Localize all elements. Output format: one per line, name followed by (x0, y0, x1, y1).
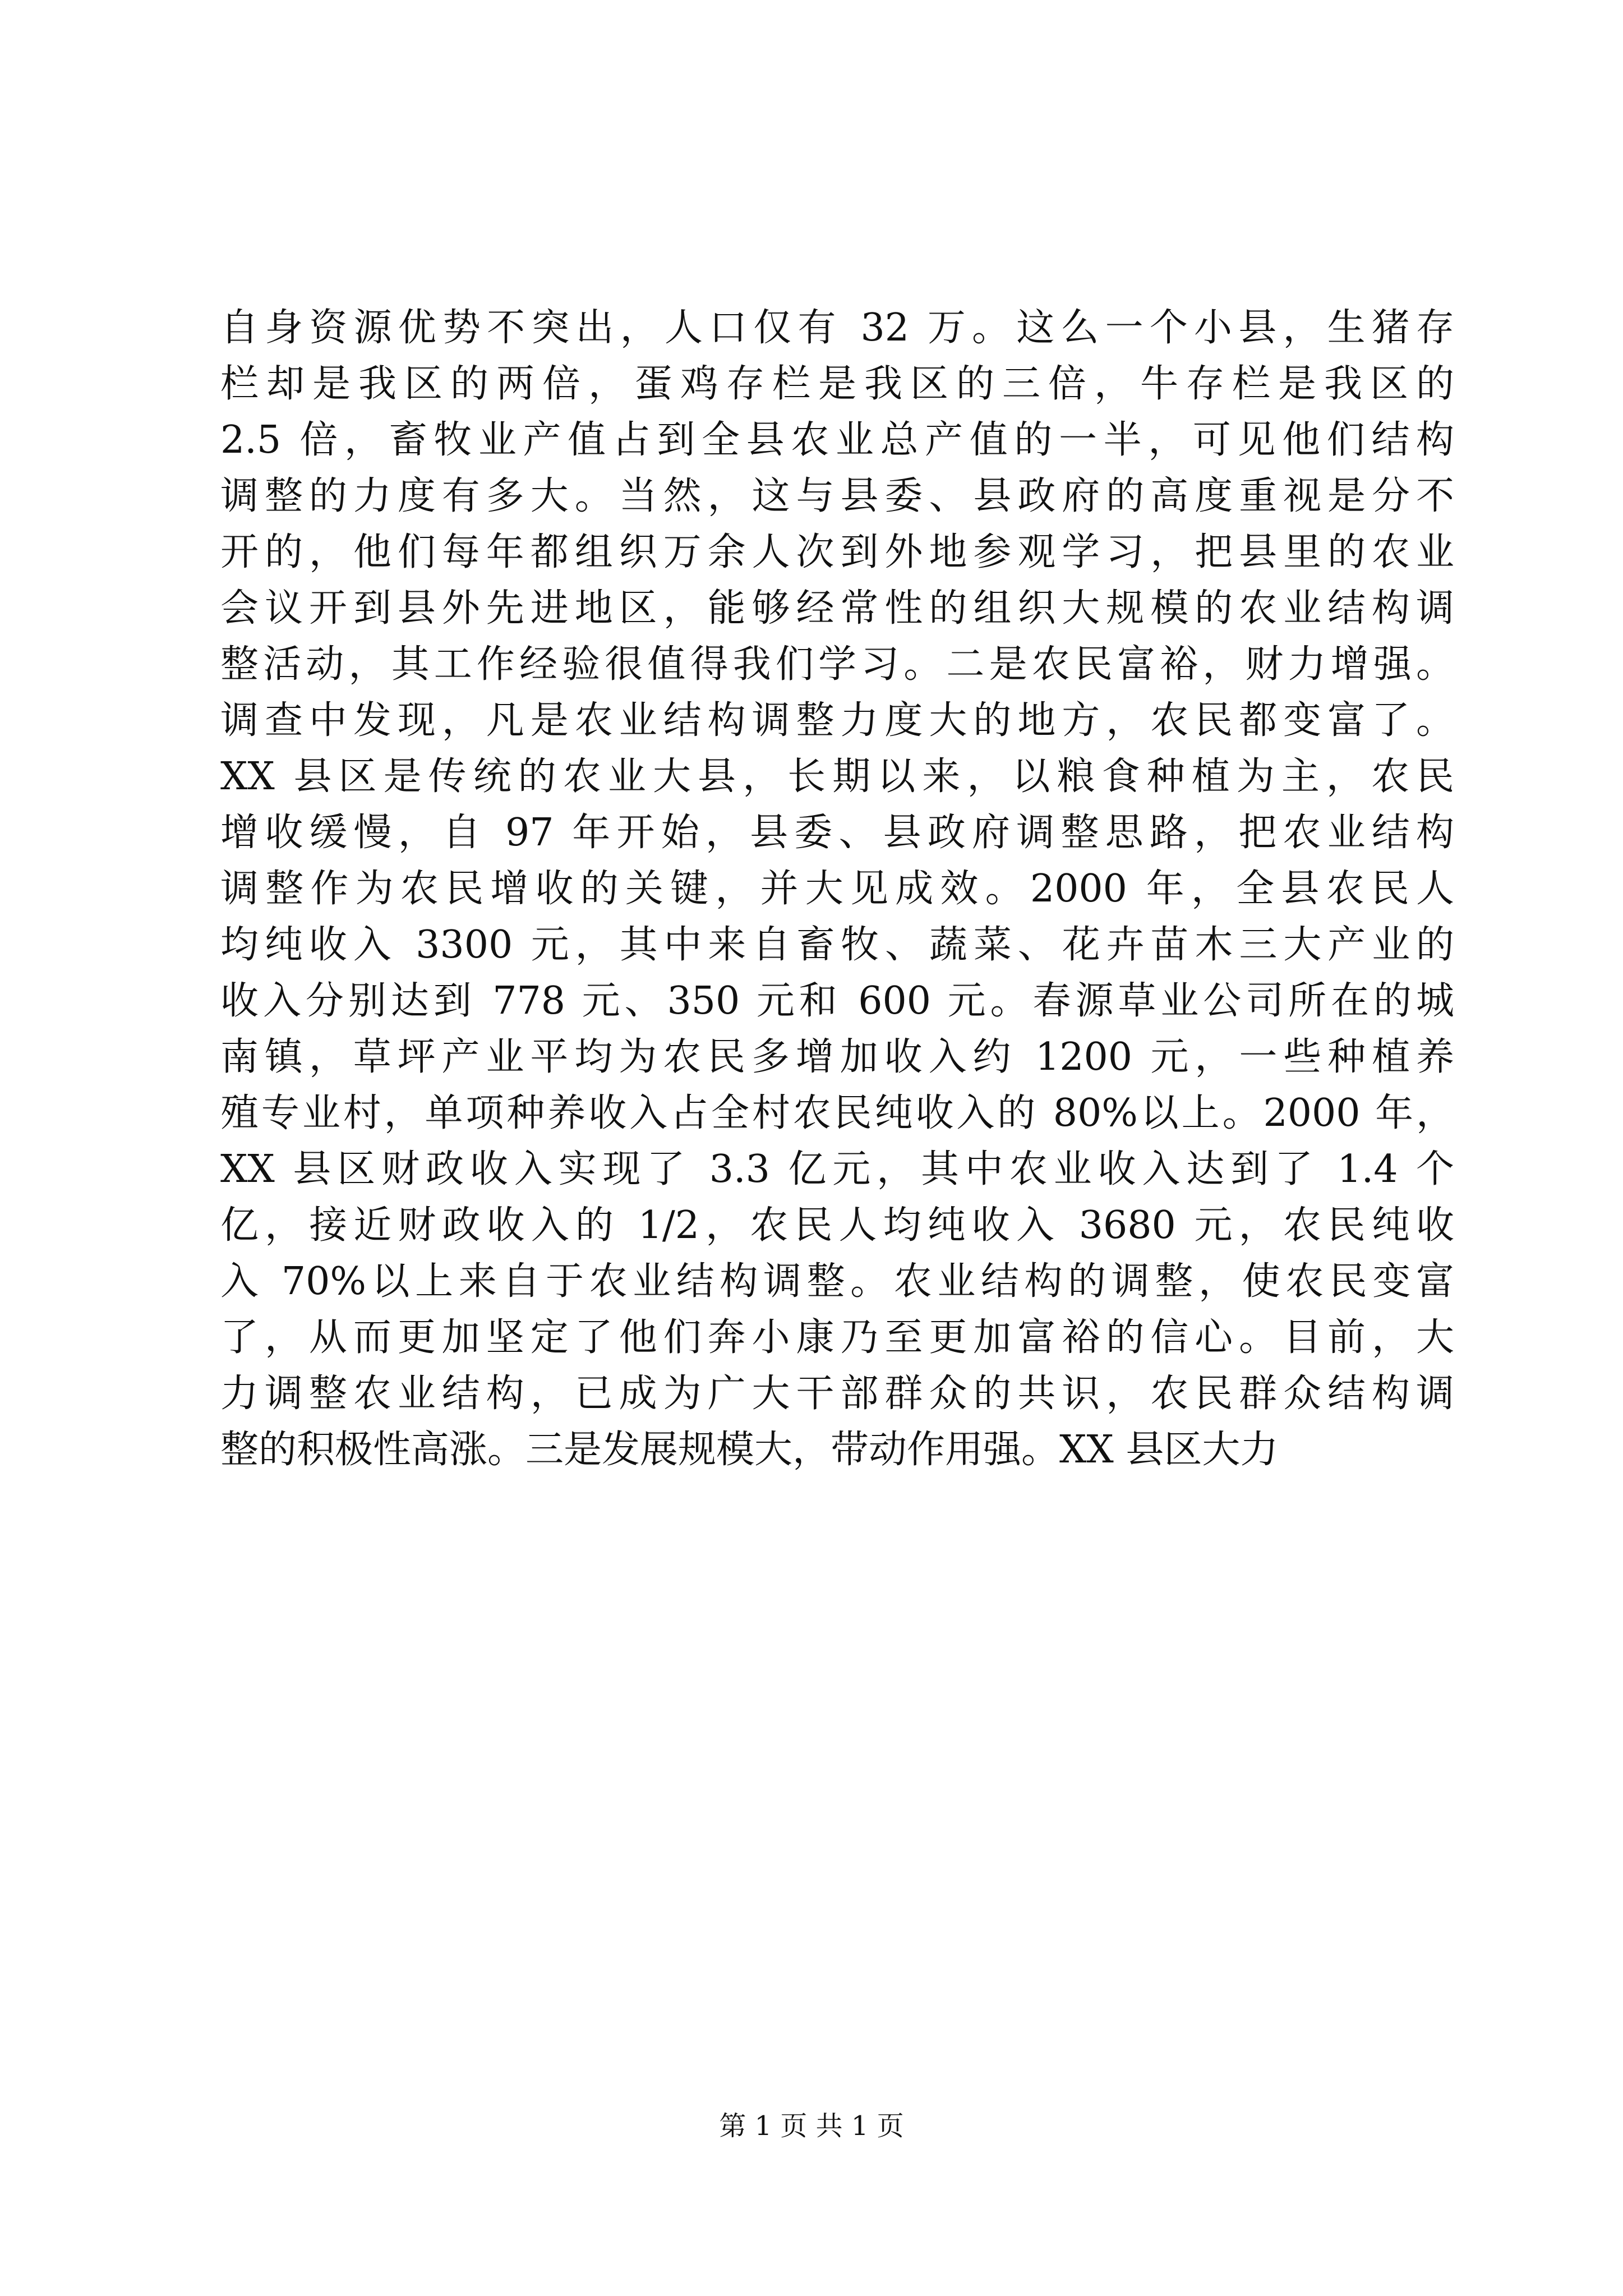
text-line: 南镇，草坪产业平均为农民多增加收入约 1200 元，一些种植养 (220, 1035, 1454, 1079)
text-line: 亿，接近财政收入的 1/2，农民人均纯收入 3680 元，农民纯收 (220, 1203, 1454, 1248)
text-line: 收入分别达到 778 元、350 元和 600 元。春源草业公司所在的城 (220, 979, 1454, 1023)
text-line: 2.5 倍，畜牧业产值占到全县农业总产值的一半，可见他们结构 (220, 418, 1454, 462)
text-line: 均纯收入 3300 元，其中来自畜牧、蔬菜、花卉苗木三大产业的 (220, 923, 1454, 967)
text-line: XX 县区财政收入实现了 3.3 亿元，其中农业收入达到了 1.4 个 (220, 1147, 1454, 1191)
text-line: 会议开到县外先进地区，能够经常性的组织大规模的农业结构调 (220, 586, 1454, 631)
text-line: 调整的力度有多大。当然，这与县委、县政府的高度重视是分不 (220, 474, 1454, 518)
page-footer: 第 1 页 共 1 页 (719, 2110, 904, 2142)
text-line: 栏却是我区的两倍，蛋鸡存栏是我区的三倍，牛存栏是我区的 (220, 362, 1454, 406)
text-line: 力调整农业结构，已成为广大干部群众的共识，农民群众结构调 (220, 1372, 1454, 1416)
text-line: 开的，他们每年都组织万余人次到外地参观学习，把县里的农业 (220, 530, 1454, 574)
text-line: 增收缓慢，自 97 年开始，县委、县政府调整思路，把农业结构 (220, 811, 1454, 855)
text-line: 自身资源优势不突出，人口仅有 32 万。这么一个小县，生猪存 (220, 306, 1454, 350)
text-line: 入 70%以上来自于农业结构调整。农业结构的调整，使农民变富 (220, 1259, 1454, 1304)
document-body (220, 300, 1454, 1478)
text-line: 调整作为农民增收的关键，并大见成效。2000 年，全县农民人 (220, 867, 1454, 911)
text-line: 殖专业村，单项种养收入占全村农民纯收入的 80%以上。2000 年， (220, 1091, 1454, 1135)
text-line: 整活动，其工作经验很值得我们学习。二是农民富裕，财力增强。 (220, 642, 1454, 687)
text-line: 整的积极性高涨。三是发展规模大，带动作用强。XX 县区大力 (220, 1428, 1279, 1472)
text-line: 调查中发现，凡是农业结构调整力度大的地方，农民都变富了。 (220, 698, 1454, 743)
text-line: 了，从而更加坚定了他们奔小康乃至更加富裕的信心。目前，大 (220, 1315, 1454, 1360)
text-line: XX 县区是传统的农业大县，长期以来，以粮食种植为主，农民 (220, 754, 1454, 799)
